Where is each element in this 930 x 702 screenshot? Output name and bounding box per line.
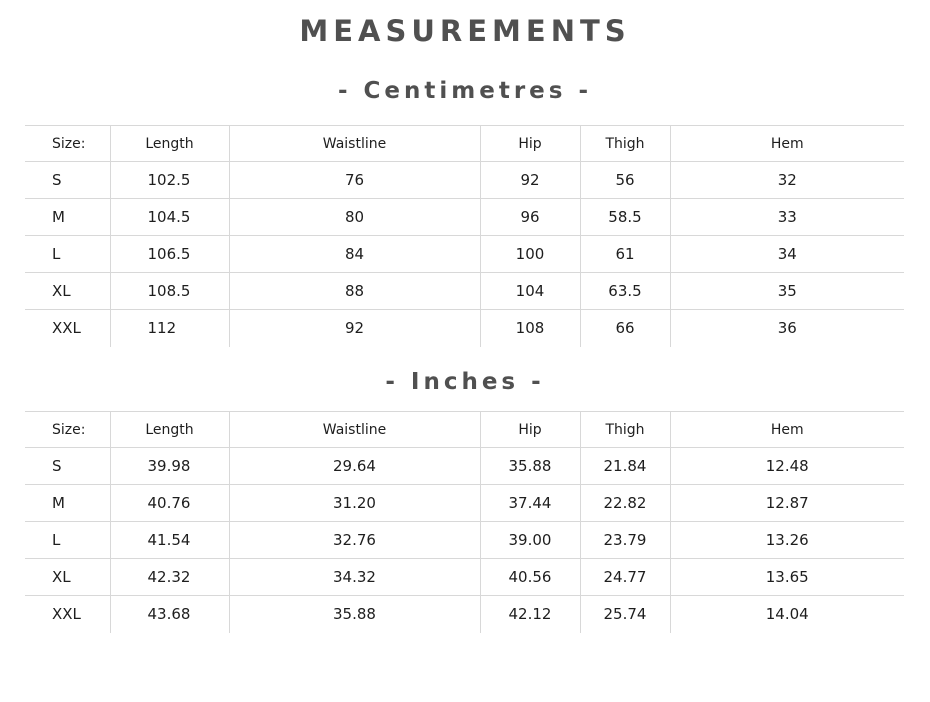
waistline-cell: 92 [229,310,480,347]
column-header-waistline: Waistline [229,412,480,448]
column-header-hip: Hip [480,126,580,162]
hem-cell: 13.65 [670,559,904,596]
thigh-cell: 63.5 [580,273,670,310]
waistline-cell: 80 [229,199,480,236]
hip-cell: 42.12 [480,596,580,633]
table-row [25,448,904,485]
thigh-cell: 61 [580,236,670,273]
hip-cell: 40.56 [480,559,580,596]
inches-table [25,411,904,633]
table-row [25,559,904,596]
hem-cell: 32 [670,162,904,199]
size-cell: S [25,162,110,199]
hip-cell: 100 [480,236,580,273]
hem-cell: 34 [670,236,904,273]
table-row [25,273,904,310]
column-header-length: Length [110,412,229,448]
size-cell: M [25,485,110,522]
hem-cell: 14.04 [670,596,904,633]
thigh-cell: 56 [580,162,670,199]
table-row [25,596,904,633]
length-cell: 112 [110,310,229,347]
waistline-cell: 76 [229,162,480,199]
table-row [25,485,904,522]
table-row [25,162,904,199]
column-header-length: Length [110,126,229,162]
length-cell: 40.76 [110,485,229,522]
table-row [25,522,904,559]
waistline-cell: 31.20 [229,485,480,522]
thigh-cell: 23.79 [580,522,670,559]
waistline-cell: 35.88 [229,596,480,633]
length-cell: 39.98 [110,448,229,485]
hem-cell: 12.48 [670,448,904,485]
size-cell: XL [25,559,110,596]
length-cell: 41.54 [110,522,229,559]
column-header-waistline: Waistline [229,126,480,162]
size-cell: XXL [52,605,81,624]
hem-cell: 33 [670,199,904,236]
length-cell: 43.68 [110,596,229,633]
waistline-cell: 88 [229,273,480,310]
hip-cell: 108 [480,310,580,347]
size-cell: XL [25,273,110,310]
hip-cell: 92 [480,162,580,199]
column-header-size: Size: [25,412,110,448]
hem-cell: 36 [670,310,904,347]
section-title-inches: - Inches - [385,369,545,395]
column-header-thigh: Thigh [580,126,670,162]
size-cell: L [25,522,110,559]
thigh-cell: 25.74 [580,596,670,633]
table-row [25,199,904,236]
centimetres-table [25,125,904,347]
thigh-cell: 66 [580,310,670,347]
thigh-cell: 22.82 [580,485,670,522]
column-header-hip: Hip [480,412,580,448]
thigh-cell: 24.77 [580,559,670,596]
page-title: MEASUREMENTS [299,14,631,48]
length-cell: 102.5 [110,162,229,199]
hip-cell: 104 [480,273,580,310]
column-header-thigh: Thigh [580,412,670,448]
length-cell: 106.5 [110,236,229,273]
column-header-hem: Hem [670,412,904,448]
section-title-centimetres: - Centimetres - [337,78,593,104]
column-header-size: Size: [25,126,110,162]
table-header-row [25,126,904,162]
hip-cell: 35.88 [480,448,580,485]
size-cell: L [25,236,110,273]
length-cell: 42.32 [110,559,229,596]
table-row [25,236,904,273]
hem-cell: 13.26 [670,522,904,559]
hip-cell: 96 [480,199,580,236]
waistline-cell: 34.32 [229,559,480,596]
length-cell: 104.5 [110,199,229,236]
size-cell: XXL [52,319,81,338]
column-header-hem: Hem [670,126,904,162]
size-cell: M [25,199,110,236]
hem-cell: 35 [670,273,904,310]
waistline-cell: 29.64 [229,448,480,485]
waistline-cell: 84 [229,236,480,273]
waistline-cell: 32.76 [229,522,480,559]
hip-cell: 39.00 [480,522,580,559]
thigh-cell: 21.84 [580,448,670,485]
length-cell: 108.5 [110,273,229,310]
size-cell: S [25,448,110,485]
hip-cell: 37.44 [480,485,580,522]
thigh-cell: 58.5 [580,199,670,236]
hem-cell: 12.87 [670,485,904,522]
table-row [25,310,904,347]
table-header-row [25,412,904,448]
